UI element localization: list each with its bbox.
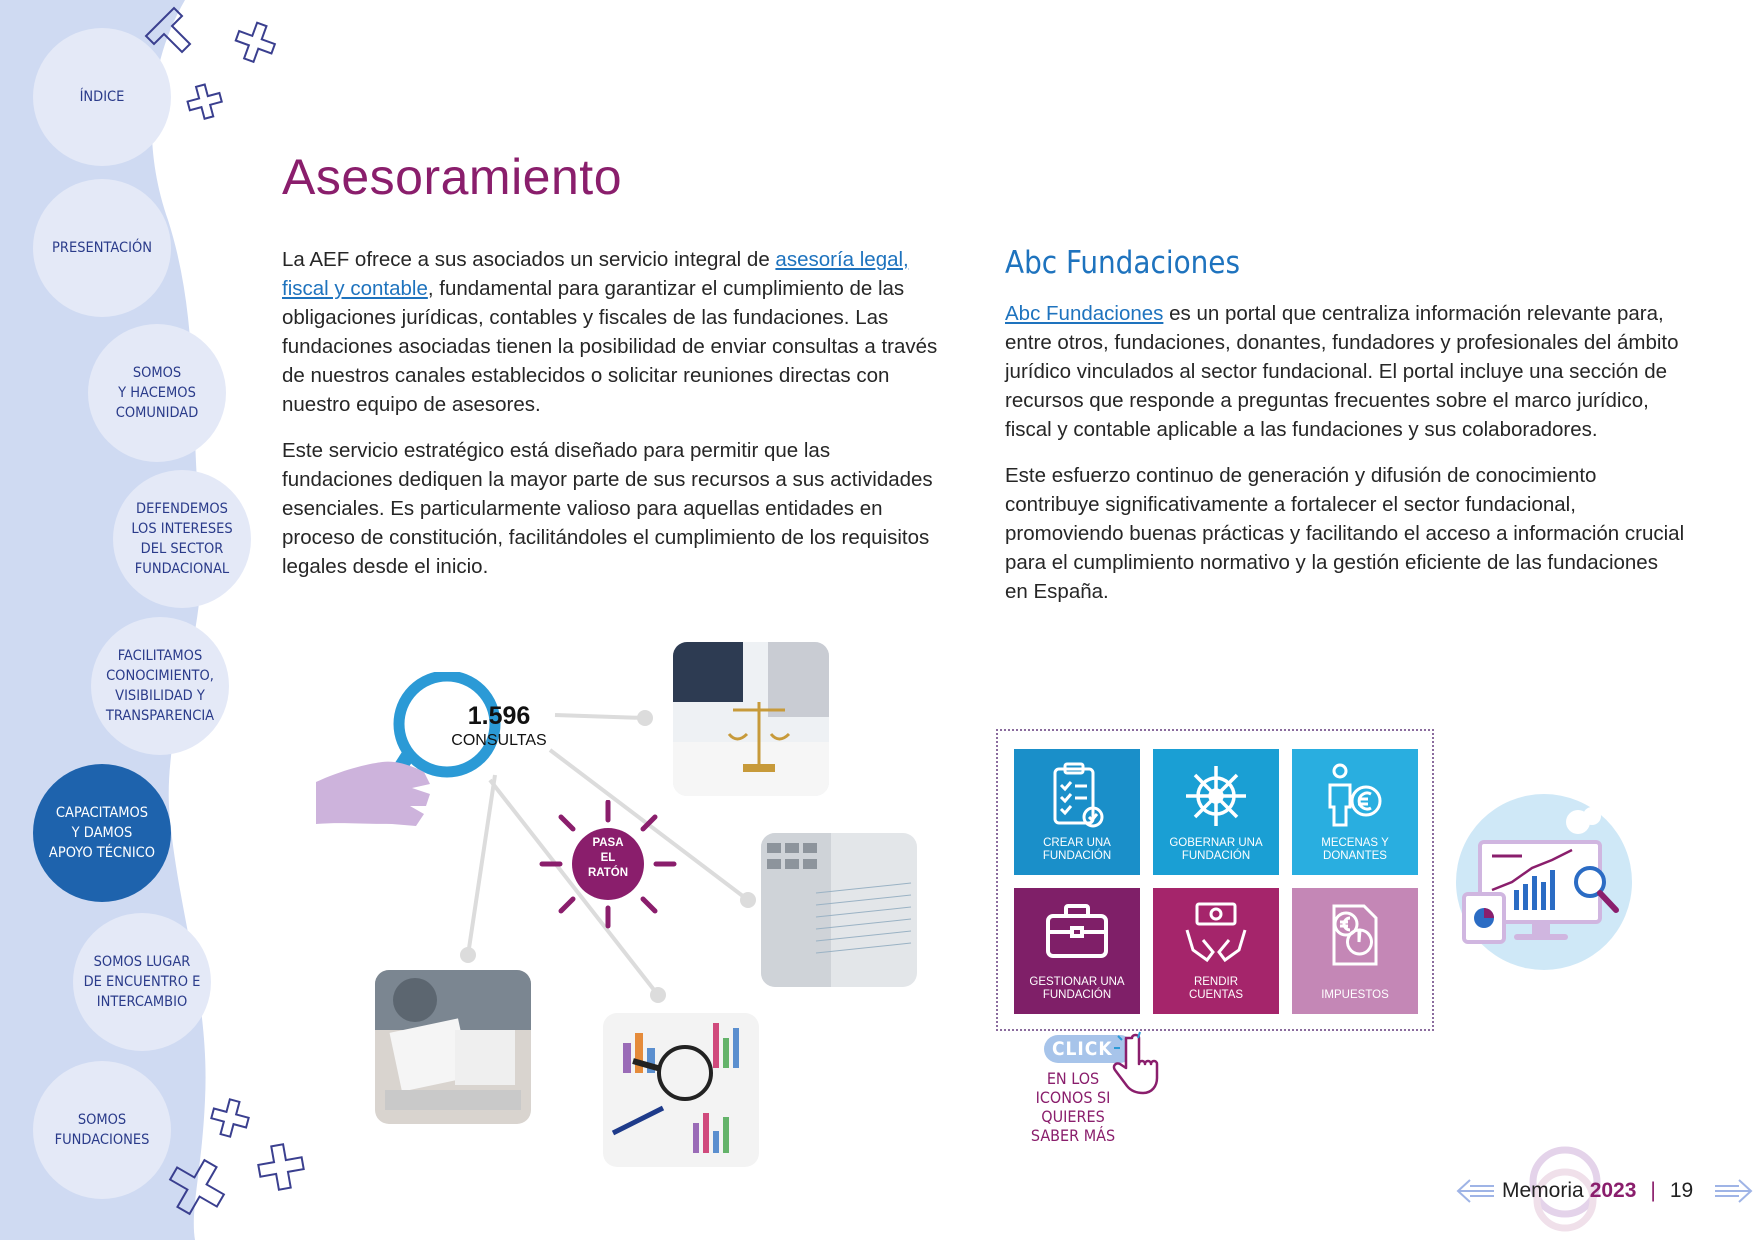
tax-document-icon [1320, 900, 1390, 970]
nav-capacitamos-apoyo-tecnico[interactable]: CAPACITAMOS Y DAMOS APOYO TÉCNICO [33, 764, 171, 902]
page-title: Asesoramiento [282, 149, 622, 205]
nav-presentacion[interactable]: PRESENTACIÓN [33, 179, 171, 317]
nav-defendemos-intereses[interactable]: DEFENDEMOS LOS INTERESES DEL SECTOR FUNDACIONAL [113, 470, 251, 608]
page-footer [1456, 1178, 1753, 1204]
tile-crear-fundacion[interactable] [1014, 749, 1140, 875]
nav-somos-fundaciones[interactable]: SOMOS FUNDACIONES [33, 1061, 171, 1199]
intro-text-post: , fundamental para garantizar el cumplimiento de las obligaciones jurídicas, contables y fiscales de las fundaciones. Las fundaciones asociadas tienen la posibilidad de enviar consultas a través de nuestros canales establecidos o solicitar reuniones directas con nuestro equipo de asesores. [282, 277, 938, 416]
tile-label: RENDIR CUENTAS [1188, 976, 1244, 1001]
tile-gestionar-fundacion[interactable] [1014, 888, 1140, 1014]
footer-year: 2023 [1589, 1179, 1637, 1202]
photo-meeting-documents [375, 970, 531, 1124]
intro-paragraph [282, 245, 942, 419]
nav-indice[interactable]: ÍNDICE [33, 28, 171, 166]
footer-memoria-label: Memoria [1502, 1179, 1584, 1202]
next-page-arrow-icon[interactable] [1713, 1178, 1753, 1204]
hover-hint-text: PASA EL RATÓN [587, 837, 629, 879]
intro-text-pre: La AEF ofrece a sus asociados un servicio integral de [282, 248, 776, 271]
photo-calculator-tax-forms [761, 833, 917, 987]
tile-impuestos[interactable] [1292, 888, 1418, 1014]
tile-label: MECENAS Y DONANTES [1321, 837, 1389, 862]
abc-fundaciones-heading: Abc Fundaciones [1005, 245, 1240, 281]
helm-icon [1181, 761, 1251, 831]
photo-magnifier-charts [603, 1013, 759, 1167]
abc-text-post: es un portal que centraliza información relevante para, entre otros, fundaciones, donantes, fundadores y profesionales del ámbito jurídico vinculados al sector fundacional. El portal incluye una sección de recursos que responde a preguntas frecuentes sobre el marco jurídico, fiscal y contable aplicable a las fundaciones y sus colaboradores. [1005, 302, 1679, 441]
donor-euro-icon [1320, 761, 1390, 831]
prev-page-arrow-icon[interactable] [1456, 1178, 1496, 1204]
right-column [1005, 245, 1685, 623]
asesoria-link[interactable]: asesoría legal, fiscal y contable [282, 248, 909, 300]
service-paragraph: Este servicio estratégico está diseñado para permitir que las fundaciones dediquen la mayor parte de sus recursos a sus actividades esenciales. Es particularmente valioso para aquellas entidades en proceso de constitución, facilitándoles el cumplimiento de los requisitos legales desde el inicio. [282, 439, 933, 578]
abc-fundaciones-link[interactable]: Abc Fundaciones [1005, 302, 1164, 325]
nav-somos-y-hacemos-comunidad[interactable]: SOMOS Y HACEMOS COMUNIDAD [88, 324, 226, 462]
photo-justice-scale [673, 642, 829, 796]
briefcase-icon [1042, 900, 1112, 964]
page-number: 19 [1669, 1179, 1694, 1202]
nav-facilitamos-conocimiento[interactable]: FACILITAMOS CONOCIMIENTO, VISIBILIDAD Y TRANSPARENCIA [91, 617, 229, 755]
nav-somos-lugar-de-encuentro[interactable]: SOMOS LUGAR DE ENCUENTRO E INTERCAMBIO [73, 913, 211, 1051]
magnifier-hand-icon [312, 672, 512, 852]
consultas-label: CONSULTAS [451, 732, 547, 749]
checklist-icon [1047, 761, 1107, 831]
tile-label: CREAR UNA FUNDACIÓN [1042, 837, 1112, 862]
click-pill[interactable]: CLICK [1044, 1035, 1134, 1063]
tile-gobernar-fundacion[interactable] [1153, 749, 1279, 875]
tile-label: IMPUESTOS [1321, 989, 1389, 1001]
tile-label: GOBERNAR UNA FUNDACIÓN [1169, 837, 1263, 862]
tile-mecenas-donantes[interactable] [1292, 749, 1418, 875]
footer-separator: | [1650, 1179, 1656, 1202]
tile-label: GESTIONAR UNA FUNDACIÓN [1029, 976, 1125, 1001]
click-hint-text: EN LOS ICONOS SI QUIERES SABER MÁS [1030, 1069, 1116, 1145]
abc-paragraph [1005, 299, 1685, 444]
tile-rendir-cuentas[interactable] [1153, 888, 1279, 1014]
consultas-count: 1.596 [467, 702, 531, 730]
analytics-illustration-icon [1452, 790, 1637, 970]
abc-effort-paragraph: Este esfuerzo continuo de generación y difusión de conocimiento contribuye significativamente a fortalecer el sector fundacional, promoviendo buenas prácticas y facilitando el acceso a información crucial para el cumplimiento normativo y la gestión eficiente de las fundaciones en España. [1005, 464, 1685, 603]
left-column [282, 245, 942, 598]
hands-money-icon [1181, 900, 1251, 970]
